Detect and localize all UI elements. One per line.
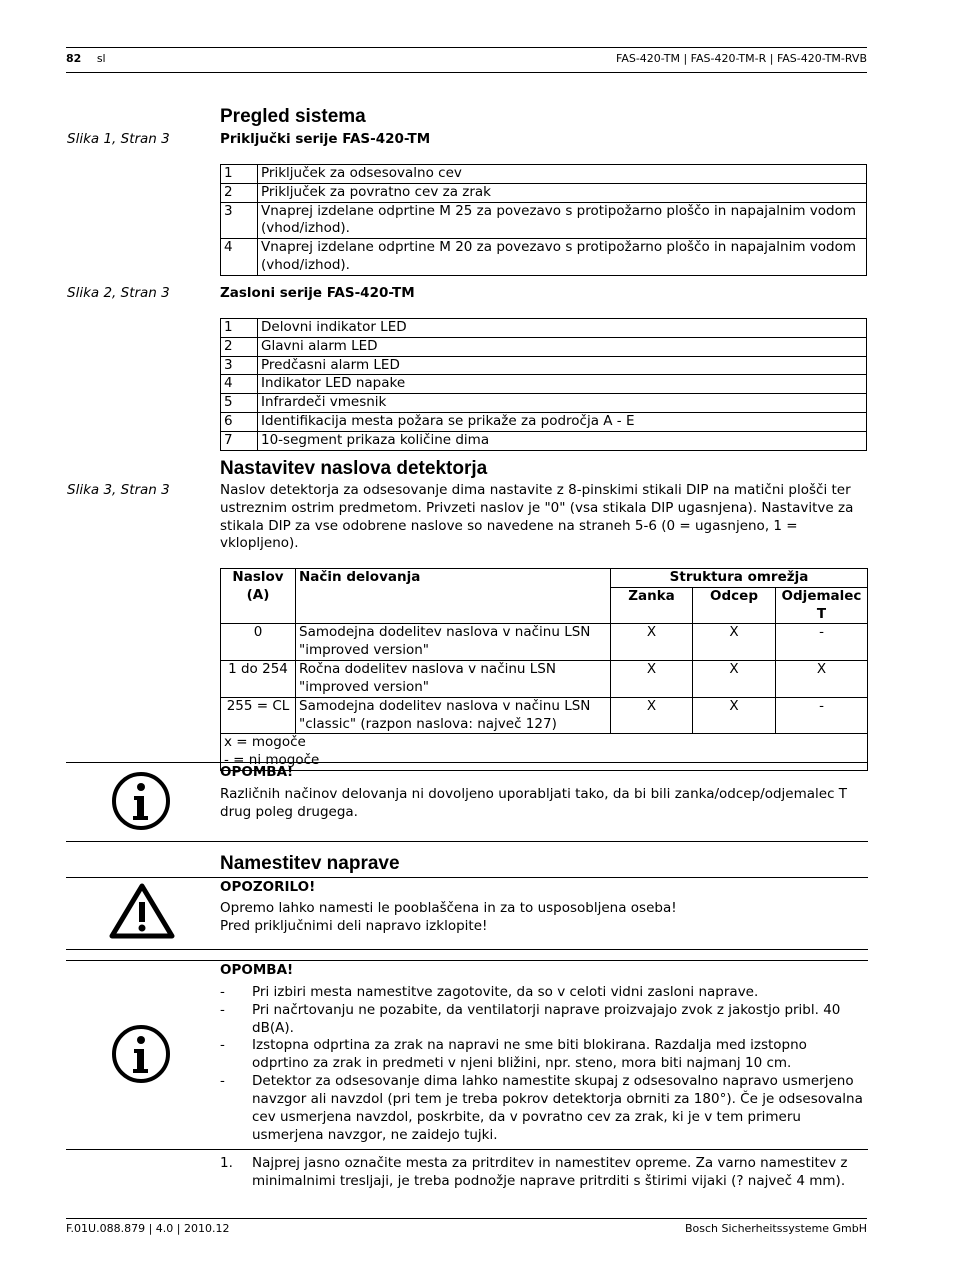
section-title-address: Nastavitev naslova detektorja (220, 458, 488, 479)
header-models: FAS-420-TM | FAS-420-TM-R | FAS-420-TM-RVB (616, 52, 867, 65)
figure-title-2: Zasloni serije FAS-420-TM (220, 285, 415, 301)
figure-ref-2: Slika 2, Stran 3 (67, 285, 170, 301)
col-header-structure: Struktura omrežja (611, 569, 868, 588)
warning-icon (108, 882, 176, 940)
step-number: 1. (220, 1155, 233, 1171)
warning-bottom-rule (66, 949, 868, 950)
note-bottom-rule (66, 841, 868, 842)
install-step-1 (220, 1155, 867, 1191)
warning-line-1: Opremo lahko namesti le pooblaščena in za to usposobljena oseba! (220, 900, 677, 916)
footer-rule (66, 1218, 867, 1219)
page-header (66, 52, 106, 67)
list-item: - Pri načrtovanju ne pozabite, da ventilatorji naprave proizvajajo zvok z jakostjo pribl. 40 dB(A). (220, 1001, 841, 1036)
address-paragraph: Naslov detektorja za odsesovanje dima nastavite z 8-pinskimi stikali DIP na matični plošči ter ustreznim ostrim predmetom. Privzeti naslov je "0" (vsa stikala DIP ugasnjena). Nastavitve za stikala DIP za vse odobrene naslove so navedene na straneh 5-6 (0 = ugasnjeno, 1 = vklopljeno). (220, 482, 854, 552)
table-row: 4 Indikator LED napake (221, 375, 867, 394)
table-row: 5 Infrardeči vmesnik (221, 394, 867, 413)
warning-line-2: Pred priključnimi deli napravo izklopite! (220, 918, 488, 934)
list-item: - Pri izbiri mesta namestitve zagotovite, da so v celoti vidni zasloni naprave. (220, 984, 759, 1000)
header-bottom-rule (66, 72, 867, 73)
table-row: 6 Identifikacija mesta požara se prikaže za področja A - E (221, 413, 867, 432)
table-row: 3 Predčasni alarm LED (221, 356, 867, 375)
footer-doc-id: F.01U.088.879 | 4.0 | 2010.12 (66, 1222, 230, 1235)
table-row: 1 do 254 Ročna dodelitev naslova v načinu LSN "improved version" X X X (221, 661, 868, 698)
table-row: 3 Vnaprej izdelane odprtine M 25 za povezavo s protipožarno ploščo in napajalnim vodom (vhod/izhod). (221, 202, 867, 239)
note2-bottom-rule (66, 1149, 868, 1150)
info-icon (110, 770, 172, 832)
col-header-loop: Zanka (611, 587, 693, 624)
table-row: 0 Samodejna dodelitev naslova v načinu LSN "improved version" X X - (221, 624, 868, 661)
header-top-rule (66, 47, 867, 48)
table-row: 1 Delovni indikator LED (221, 319, 867, 338)
warning-top-rule (66, 877, 868, 878)
note2-label: OPOMBA! (220, 962, 294, 978)
info-icon (110, 1023, 172, 1085)
section-title-install: Namestitev naprave (220, 853, 400, 874)
page-number: 82 (66, 52, 82, 65)
table-row: 1 Priključek za odsesovalno cev (221, 165, 867, 184)
figure-title-1: Priključki serije FAS-420-TM (220, 131, 431, 147)
figure-ref-3: Slika 3, Stran 3 (67, 482, 170, 498)
legend-possible: x = mogoče (224, 734, 306, 751)
displays-table (220, 318, 867, 451)
table-row: 2 Priključek za povratno cev za zrak (221, 183, 867, 202)
table-row: 7 10-segment prikaza količine dima (221, 431, 867, 450)
note2-top-rule (66, 960, 868, 961)
footer-company: Bosch Sicherheitssysteme GmbH (684, 1222, 867, 1235)
list-item: - Detektor za odsesovanje dima lahko namestite skupaj z odsesovalno napravo usmerjeno navzgor ali navzdol (pri tem je treba pokrov detektorja obrniti za 180°). Če je odsesovalna cev usmerjena navzdol, poskrbite, da v povratno cev za zrak, ki je v tem primeru usmerjena navzgor, ne zaidejo tujki. (220, 1073, 863, 1143)
section-title-overview: Pregled sistema (220, 106, 366, 127)
table-row: 4 Vnaprej izdelane odprtine M 20 za povezavo s protipožarno ploščo in napajalnim vodom (vhod/izhod). (221, 239, 867, 276)
connections-table (220, 164, 867, 276)
table-legend (221, 734, 868, 771)
install-notes-list (220, 984, 867, 1144)
table-row: 2 Glavni alarm LED (221, 337, 867, 356)
list-item: - Izstopna odprtina za zrak na napravi ne sme biti blokirana. Razdalja med izstopno odprtino za zrak in predmeti v njeni bližini, npr. steno, mora biti najmanj 10 cm. (220, 1037, 807, 1072)
note-label: OPOMBA! (220, 764, 294, 780)
legend-not-possible: - = ni mogoče (224, 752, 320, 769)
note-top-rule (66, 762, 868, 763)
address-table (220, 568, 868, 771)
language-code: sl (96, 52, 106, 65)
table-row: 255 = CL Samodejna dodelitev naslova v načinu LSN "classic" (razpon naslova: največ 127) X X - (221, 697, 868, 734)
col-header-t-tap: Odjemalec T (776, 587, 868, 624)
step-text: Najprej jasno označite mesta za pritrditev in namestitev opreme. Za varno namestitev z minimalnimi tresljaji, je treba podnožje naprave pritrditi s štirimi vijaki (? največ 4 mm). (252, 1155, 848, 1189)
col-header-branch: Odcep (693, 587, 776, 624)
warning-label: OPOZORILO! (220, 879, 316, 895)
note-text: Različnih načinov delovanja ni dovoljeno uporabljati tako, da bi bili zanka/odcep/odjemalec T drug poleg drugega. (220, 786, 848, 820)
col-header-address: Naslov (A) (221, 569, 296, 624)
col-header-mode: Način delovanja (296, 569, 611, 624)
figure-ref-1: Slika 1, Stran 3 (67, 131, 170, 147)
